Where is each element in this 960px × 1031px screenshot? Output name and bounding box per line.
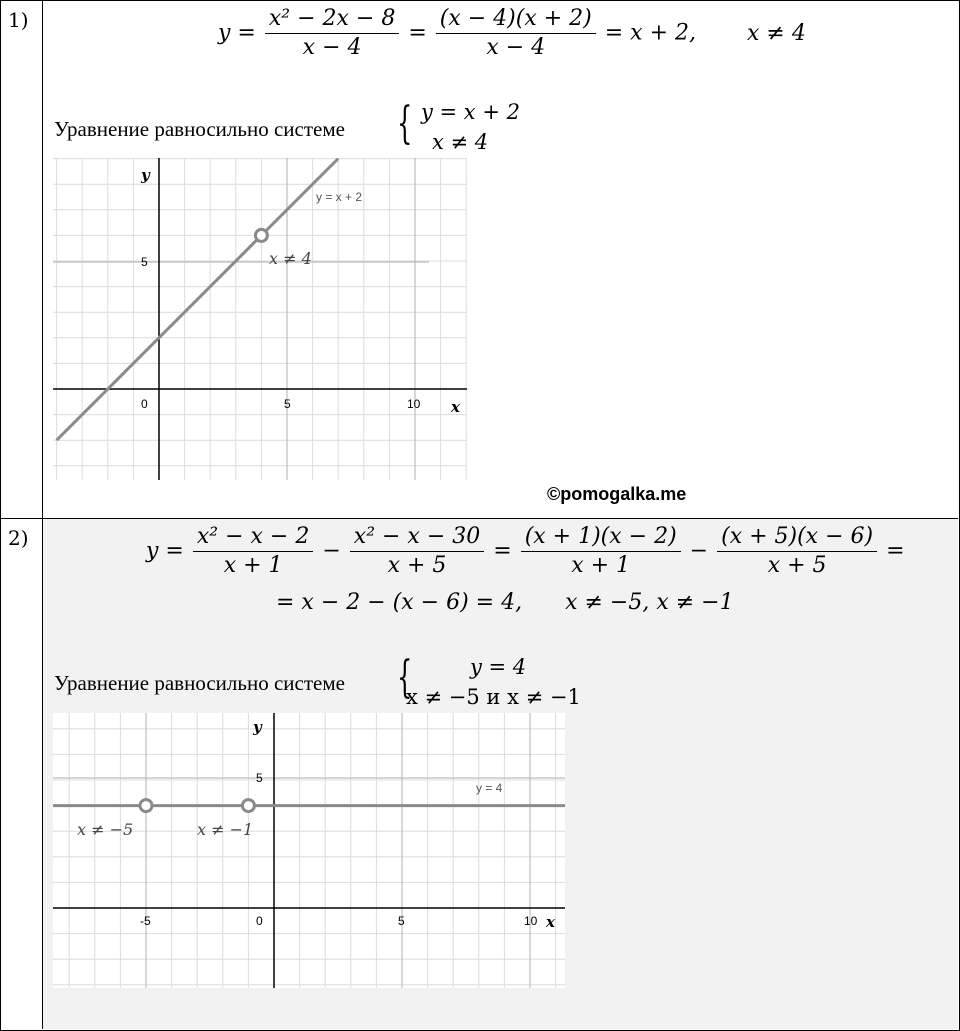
graph1-tick-y5: 5 — [141, 255, 148, 269]
graph2-tick-y5: 5 — [256, 771, 263, 785]
row2-equation-line1 — [146, 524, 905, 579]
row2-fraction1 — [193, 524, 313, 579]
graph2 — [53, 713, 565, 988]
row2-frac3-denominator: x + 1 — [571, 553, 631, 578]
row-divider — [0, 518, 958, 519]
graph1-tick-x5: 5 — [284, 397, 291, 411]
graph2-tick-xm5: -5 — [140, 914, 151, 928]
graph1-excluded-point — [255, 229, 267, 241]
row1-equation — [218, 6, 806, 61]
row2-frac4-denominator: x + 5 — [767, 553, 827, 578]
row1-fraction1 — [265, 6, 399, 61]
row2-frac3-numerator: (x + 1)(x − 2) — [521, 524, 681, 552]
row2-system-brace: { — [397, 652, 413, 703]
row2-equation-line2 — [276, 590, 734, 615]
graph2-excluded-point-1 — [140, 800, 152, 812]
row2-frac1-denominator: x + 1 — [223, 553, 283, 578]
row2-fraction2 — [350, 524, 484, 579]
row1-frac1-numerator: x² − 2x − 8 — [265, 6, 399, 34]
row2-frac4-numerator: (x + 5)(x − 6) — [717, 524, 877, 552]
row1-system-label: Уравнение равносильно системе — [54, 117, 345, 141]
row1-number: 1) — [8, 8, 29, 32]
row1-frac2-numerator: (x − 4)(x + 2) — [436, 6, 596, 34]
row2-minus1: − — [322, 538, 341, 564]
graph2-tick-x5: 5 — [398, 914, 405, 928]
column-divider — [42, 0, 43, 1029]
row2-eq-y: y = — [146, 538, 184, 564]
row2-fraction4 — [717, 524, 877, 579]
row1-system-brace: { — [397, 98, 413, 149]
row1-eq-result: = x + 2, — [604, 20, 696, 46]
graph1-tick-x10: 10 — [407, 397, 421, 411]
row1-system-line1: y = x + 2 — [421, 100, 520, 124]
row2-eq-sign2: = — [886, 538, 905, 564]
row2-system-line1: y = 4 — [470, 655, 527, 679]
graph2-point2-label: x ≠ −1 — [197, 820, 254, 839]
row2-frac2-numerator: x² − x − 30 — [350, 524, 484, 552]
graph1-series-line — [57, 159, 339, 441]
graph2-y-label: y — [253, 718, 262, 736]
watermark: ©pomogalka.me — [547, 484, 687, 504]
row2-eq-result: = x − 2 − (x − 6) = 4, — [276, 590, 523, 615]
row1-fraction2 — [436, 6, 596, 61]
row1-eq-y: y = — [218, 20, 256, 46]
graph2-excluded-point-2 — [242, 800, 254, 812]
row1-frac2-denominator: x − 4 — [486, 35, 546, 60]
row2-minus2: − — [689, 538, 709, 564]
row2-eq-sign: = — [493, 538, 512, 564]
row2-number: 2) — [8, 526, 29, 550]
row1-frac1-denominator: x − 4 — [302, 35, 362, 60]
graph2-x-label: x — [546, 913, 555, 931]
row2-fraction3 — [521, 524, 681, 579]
row1-eq-sign: = — [408, 20, 427, 46]
row2-frac1-numerator: x² − x − 2 — [193, 524, 313, 552]
graph2-point1-label: x ≠ −5 — [77, 820, 134, 839]
graph2-tick-zero: 0 — [256, 914, 263, 928]
row2-frac2-denominator: x + 5 — [387, 553, 447, 578]
graph1-tick-zero: 0 — [141, 397, 148, 411]
row2-system-line2: x ≠ −5 и x ≠ −1 — [406, 685, 581, 709]
row1-system-line2: x ≠ 4 — [432, 130, 489, 154]
graph2-tick-x10: 10 — [524, 914, 538, 928]
graph1-point-label: x ≠ 4 — [269, 249, 312, 268]
graph1-y-label: y — [141, 166, 150, 184]
graph2-line-label: y = 4 — [476, 781, 503, 795]
graph1 — [53, 158, 467, 480]
row2-eq-condition: x ≠ −5, x ≠ −1 — [565, 590, 734, 615]
graph1-x-label: x — [451, 398, 460, 416]
row1-eq-condition: x ≠ 4 — [747, 20, 806, 46]
row2-system-label: Уравнение равносильно системе — [54, 671, 345, 695]
graph1-line-label: y = x + 2 — [316, 190, 363, 204]
